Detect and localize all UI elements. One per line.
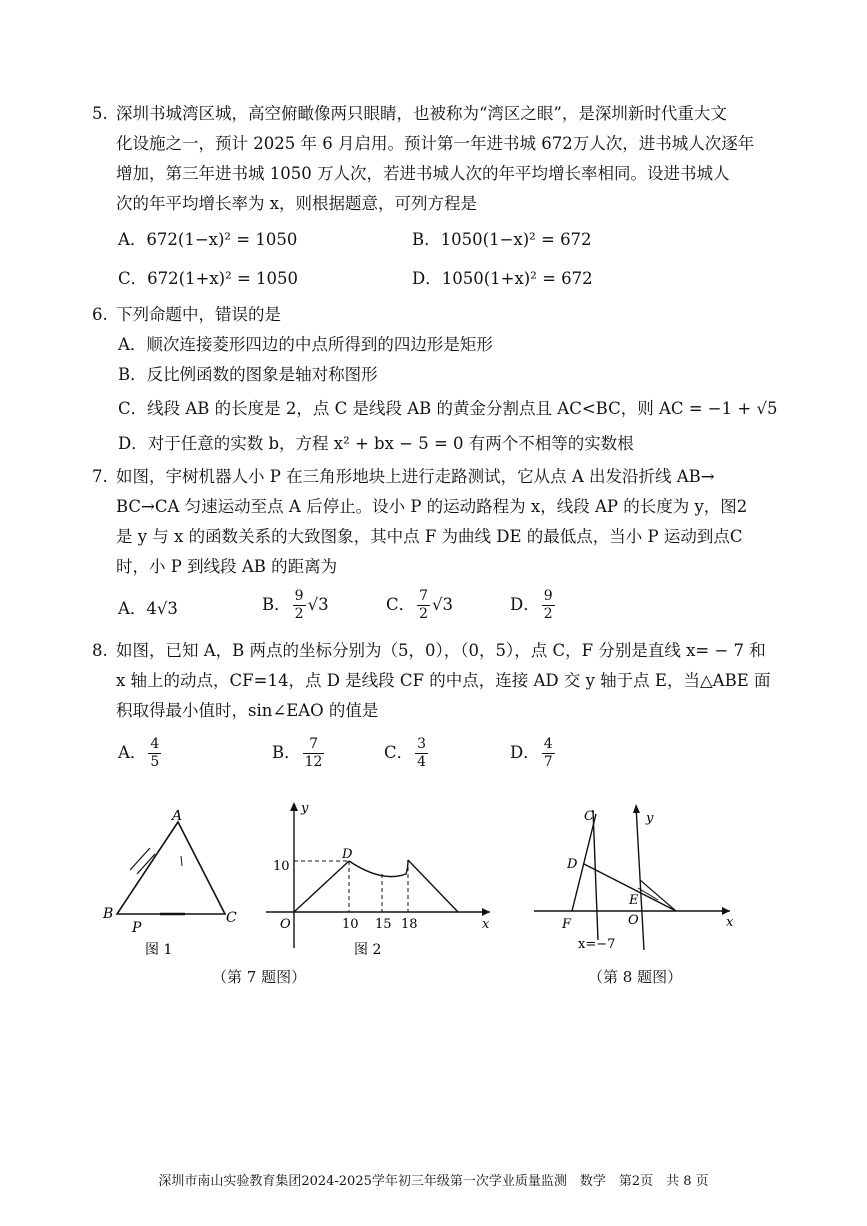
- q7-option-c-label: C．: [386, 595, 416, 614]
- q8-option-b: [272, 736, 326, 771]
- tick-y-10: 10: [273, 859, 290, 874]
- q6-option-d-label: D．: [118, 434, 148, 453]
- q5-option-c-text: 672(1+x)² = 1050: [147, 269, 299, 288]
- figure-2-caption: 图 2: [354, 942, 382, 958]
- q8-figure-caption: （第 8 题图）: [588, 968, 683, 986]
- q6-option-b-text: 反比例函数的图象是轴对称图形: [146, 365, 378, 384]
- q5-option-b: [412, 229, 592, 251]
- motion-mark-ca: [181, 856, 182, 866]
- q5-option-a-label: A．: [118, 230, 147, 249]
- q7-option-b-radical: √3: [307, 595, 329, 614]
- q8-line-3: 积取得最小值时，sin∠EAO 的值是: [116, 701, 379, 720]
- q7-option-c-radical: √3: [432, 595, 454, 614]
- label-D: D: [342, 847, 353, 862]
- q7-line-1: 如图，宇树机器人小 P 在三角形地块上进行走路测试，它从点 A 出发沿折线 AB→: [116, 467, 715, 486]
- q6-option-a-text: 顺次连接菱形四边的中点所得到的四边形是矩形: [146, 335, 493, 354]
- q5-line-1: 深圳书城湾区城，高空俯瞰像两只眼睛，也被称为“湾区之眼”，是深圳新时代重大文: [116, 104, 727, 123]
- q7-option-c: [386, 588, 453, 623]
- segment-od: [294, 861, 349, 912]
- q8-label-x: x: [726, 915, 734, 930]
- q5-option-b-text: 1050(1−x)² = 672: [440, 230, 592, 249]
- q7-option-b: [262, 588, 329, 623]
- q7-option-a-label: A．: [118, 599, 147, 618]
- q8-label-F: F: [562, 917, 572, 932]
- q8-option-a-numerator: 4: [150, 736, 160, 752]
- q6-option-d-text: 对于任意的实数 b，方程 x² + bx − 5 = 0 有两个不相等的实数根: [147, 434, 634, 453]
- q7-option-d-fraction: [542, 588, 555, 623]
- q7-option-b-numerator: 9: [294, 588, 304, 604]
- q8-line-1: 如图，已知 A，B 两点的坐标分别为（5，0），（0，5），点 C，F 分别是直线 x= − 7 和: [116, 641, 766, 660]
- q5-option-c: [118, 268, 298, 290]
- q5-line-3: 增加，第三年进书城 1050 万人次，若进书城人次的年平均增长率相同。设进书城人: [116, 164, 730, 183]
- q8-number: 8.: [92, 641, 108, 660]
- q8-label-E: E: [629, 893, 639, 908]
- q7-line-2: BC→CA 匀速运动至点 A 后停止。设小 P 的运动路程为 x，线段 AP 的长度为 y，图2: [116, 497, 748, 516]
- q8-label-y: y: [646, 811, 654, 826]
- segment-e-end: [408, 860, 458, 912]
- tick-x-10: 10: [342, 917, 359, 932]
- q8-label-C: C: [584, 809, 594, 824]
- q8-option-c: [384, 736, 430, 771]
- q8-option-b-label: B．: [272, 743, 301, 762]
- origin-label: O: [280, 917, 291, 932]
- figure-1-caption: 图 1: [145, 942, 173, 958]
- q8-option-a-fraction: [148, 736, 161, 771]
- curve-de: [349, 860, 408, 877]
- motion-mark-ab: [130, 848, 150, 870]
- q5-option-a: [118, 229, 297, 251]
- q7-figure-caption: （第 7 题图）: [212, 968, 307, 986]
- q8-option-b-denominator: 12: [304, 754, 323, 770]
- q5-line-4: 次的年平均增长率为 x，则根据题意，可列方程是: [116, 194, 478, 213]
- q8-y-axis: [636, 806, 644, 950]
- q7-option-d: [510, 588, 557, 623]
- q7-option-a-value: 4√3: [146, 599, 178, 618]
- q6-option-a-label: A．: [118, 335, 147, 354]
- q8-y-axis-arrow: [633, 804, 640, 813]
- q5-number: 5.: [92, 104, 108, 123]
- triangle-abc: [117, 822, 225, 914]
- q8-option-c-label: C．: [384, 743, 414, 762]
- label-P: P: [132, 920, 142, 936]
- q7-option-d-numerator: 9: [543, 588, 553, 604]
- q6-option-c-label: C．: [118, 399, 148, 418]
- q8-label-D: D: [567, 857, 578, 872]
- figure-q8: [530, 800, 740, 960]
- x-axis-arrow: [482, 908, 490, 916]
- q6-option-d: [118, 433, 634, 455]
- q8-option-c-fraction: [415, 736, 428, 771]
- q7-option-b-fraction: [293, 588, 306, 623]
- label-C: C: [226, 910, 237, 926]
- q8-label-O: O: [628, 913, 639, 928]
- q7-option-a: [118, 598, 178, 620]
- q8-option-b-fraction: [303, 736, 325, 771]
- label-A: A: [172, 810, 183, 824]
- q8-option-d-denominator: 7: [543, 754, 553, 770]
- q7-option-b-denominator: 2: [294, 606, 304, 622]
- q5-option-d-text: 1050(1+x)² = 672: [441, 269, 593, 288]
- q6-option-b-label: B．: [118, 365, 147, 384]
- q8-x-axis-arrow: [722, 907, 730, 915]
- q7-option-c-denominator: 2: [419, 606, 429, 622]
- axis-label-x: x: [482, 917, 490, 932]
- q6-number: 6.: [92, 305, 108, 324]
- q5-option-a-text: 672(1−x)² = 1050: [146, 230, 298, 249]
- q7-number: 7.: [92, 467, 108, 486]
- tick-x-18: 18: [401, 917, 418, 932]
- tick-x-15: 15: [375, 917, 392, 932]
- q6-option-c-text: 线段 AB 的长度是 2，点 C 是线段 AB 的黄金分割点且 AC<BC，则 AC = −1 + √5: [147, 399, 778, 418]
- q5-option-b-label: B．: [412, 230, 441, 249]
- q8-option-b-numerator: 7: [303, 736, 325, 754]
- q5-line-2: 化设施之一，预计 2025 年 6 月启用。预计第一年进书城 672万人次，进书城人次逐年: [116, 134, 755, 153]
- figure-2-graph: [258, 798, 498, 960]
- q6-option-b: [118, 364, 378, 386]
- q7-option-b-label: B．: [262, 595, 291, 614]
- q8-option-c-numerator: 3: [417, 736, 427, 752]
- q8-option-a: [118, 736, 163, 771]
- q8-option-d-numerator: 4: [543, 736, 553, 752]
- q5-option-c-label: C．: [118, 269, 148, 288]
- q5-option-d-label: D．: [412, 269, 442, 288]
- q7-option-c-numerator: 7: [419, 588, 429, 604]
- q8-option-d: [510, 736, 557, 771]
- q8-label-line: x=−7: [578, 937, 616, 952]
- q7-option-d-denominator: 2: [543, 606, 553, 622]
- q8-option-c-denominator: 4: [417, 754, 427, 770]
- y-axis-arrow: [290, 802, 298, 811]
- figure-1-triangle: [95, 810, 245, 960]
- q7-line-4: 时，小 P 到线段 AB 的距离为: [116, 557, 338, 576]
- q8-option-a-label: A．: [118, 743, 147, 762]
- q5-option-d: [412, 268, 593, 290]
- q8-line-2: x 轴上的动点，CF=14，点 D 是线段 CF 的中点，连接 AD 交 y 轴于点 E，当△ABE 面: [116, 671, 771, 690]
- q6-option-c: [118, 398, 777, 420]
- q6-option-a: [118, 334, 493, 356]
- q7-line-3: 是 y 与 x 的函数关系的大致图象，其中点 F 为曲线 DE 的最低点，当小 P 运动到点C: [116, 527, 743, 546]
- q6-stem: 下列命题中，错误的是: [116, 305, 281, 324]
- q7-option-d-label: D．: [510, 595, 540, 614]
- line-x-minus-7: [593, 810, 598, 940]
- q8-option-d-fraction: [542, 736, 555, 771]
- label-B: B: [103, 906, 114, 922]
- q8-option-a-denominator: 5: [150, 754, 160, 770]
- q7-option-c-fraction: [417, 588, 430, 623]
- axis-label-y: y: [301, 801, 309, 816]
- q8-option-d-label: D．: [510, 743, 540, 762]
- page-footer: 深圳市南山实验教育集团2024-2025学年初三年级第一次学业质量监测 数学 第2页 共 8 页: [158, 1174, 709, 1189]
